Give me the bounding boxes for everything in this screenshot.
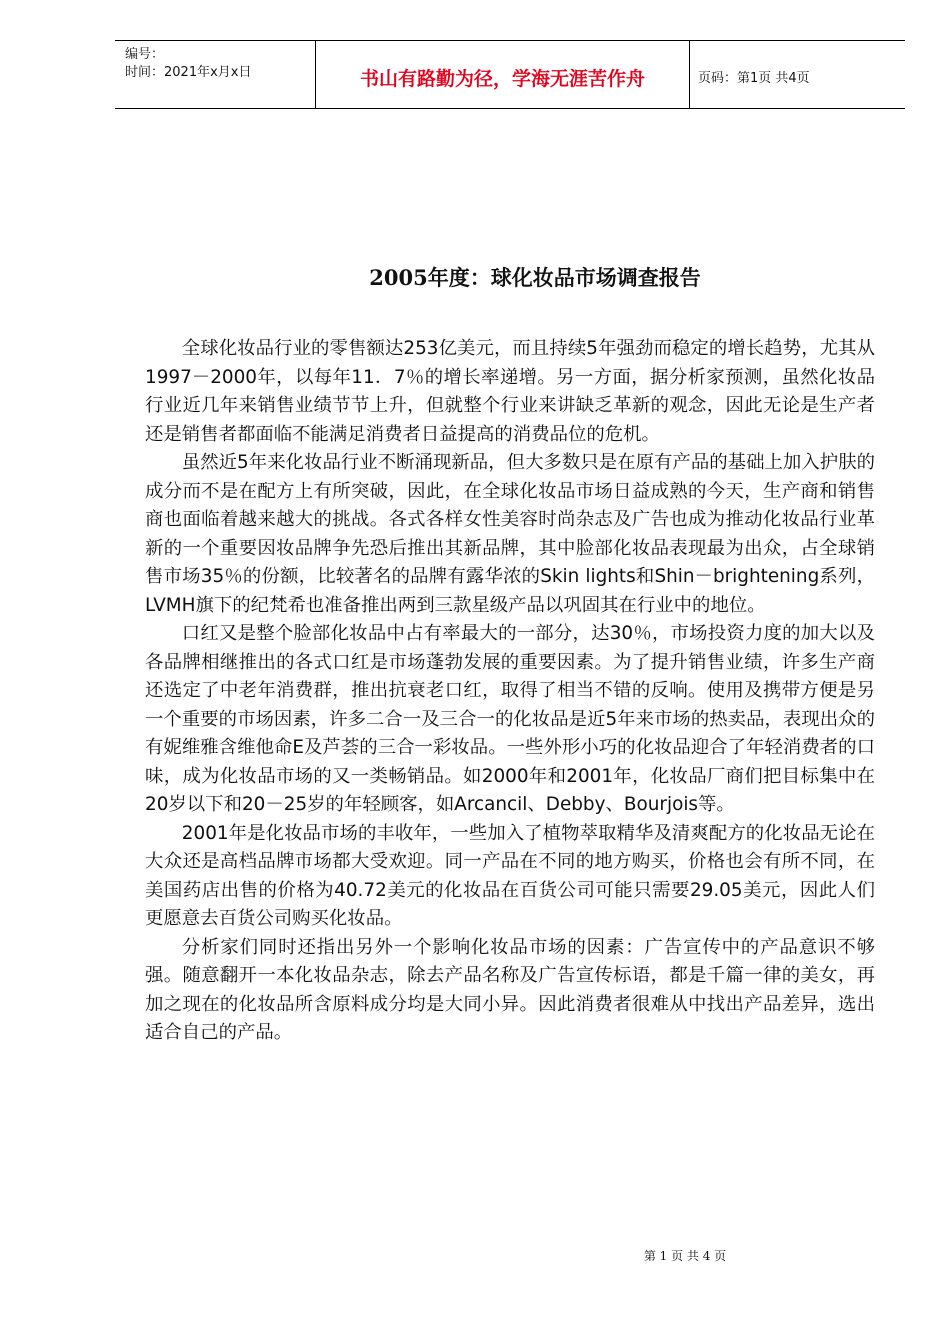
document-title [0,262,950,292]
body-paragraph: 虽然近5年来化妆品行业不断涌现新品，但大多数只是在原有产品的基础上加入护肤的成分而不是在配方上有所突破，因此，在全球化妆品市场日益成熟的今天，生产商和销售商也面临着越来越大的挑战。各式各样女性美容时尚杂志及广告也成为推动化妆品行业革新的一个重要因妆品牌争先恐后推出其新品牌，其中脸部化妆品表现最为出众，占全球销售市场35％的份额，比较著名的品牌有露华浓的Skin lights和Shin－brightening系列，LVMH旗下的纪梵希也准备推出两到三款星级产品以巩固其在行业中的地位。 [145,452,875,616]
header-page-code: 页码：第1页 共4页 [698,71,810,86]
body-paragraph: 口红又是整个脸部化妆品中占有率最大的一部分，达30％，市场投资力度的加大以及各品牌相继推出的各式口红是市场蓬勃发展的重要因素。为了提升销售业绩，许多生产商还选定了中老年消费群，推出抗衰老口红，取得了相当不错的反响。使用及携带方便是另一个重要的市场因素，许多二合一及三合一的化妆品是近5年来市场的热卖品，表现出众的有妮维雅含维他命E及芦荟的三合一彩妆品。一些外形小巧的化妆品迎合了年轻消费者的口味，成为化妆品市场的又一类畅销品。如2000年和2001年，化妆品厂商们把目标集中在20岁以下和20－25岁的年轻顾客，如Arcancil、Debby、Bourjois等。 [145,623,875,815]
body-paragraph: 2001年是化妆品市场的丰收年，一些加入了植物萃取精华及清爽配方的化妆品无论在大众还是高档品牌市场都大受欢迎。同一产品在不同的地方购买，价格也会有所不同，在美国药店出售的价格为40.72美元的化妆品在百货公司可能只需要29.05美元，因此人们更愿意去百货公司购买化妆品。 [145,822,875,929]
document-body [145,335,875,1048]
header-motto-cell [316,41,690,108]
document-number-label: 编号： [125,47,165,62]
header-motto: 书山有路勤为径，学海无涯苦作舟 [359,68,645,90]
header-info-cell [115,41,316,108]
body-paragraph: 全球化妆品行业的零售额达253亿美元，而且持续5年强劲而稳定的增长趋势，尤其从1997－2000年，以每年11．7％的增长率递增。另一方面，据分析家预测，虽然化妆品行业近几年来销售业绩节节上升，但就整个行业来讲缺乏革新的观念，因此无论是生产者还是销售者都面临不能满足消费者日益提高的消费品位的危机。 [145,338,875,445]
body-paragraph: 分析家们同时还指出另外一个影响化妆品市场的因素：广告宣传中的产品意识不够强。随意翻开一本化妆品杂志，除去产品名称及广告宣传标语，都是千篇一律的美女，再加之现在的化妆品所含原料成分均是大同小异。因此消费者很难从中找出产品差异，选出适合自己的产品。 [145,936,875,1043]
document-time-label: 时间：2021年x月x日 [125,65,252,80]
header-page-cell [690,41,905,108]
document-header [115,40,905,109]
page-footer: 第 1 页 共 4 页 [643,1249,727,1263]
title-text: 年度：球化妆品市场调查报告 [427,266,701,290]
title-year: 2005 [369,265,428,290]
